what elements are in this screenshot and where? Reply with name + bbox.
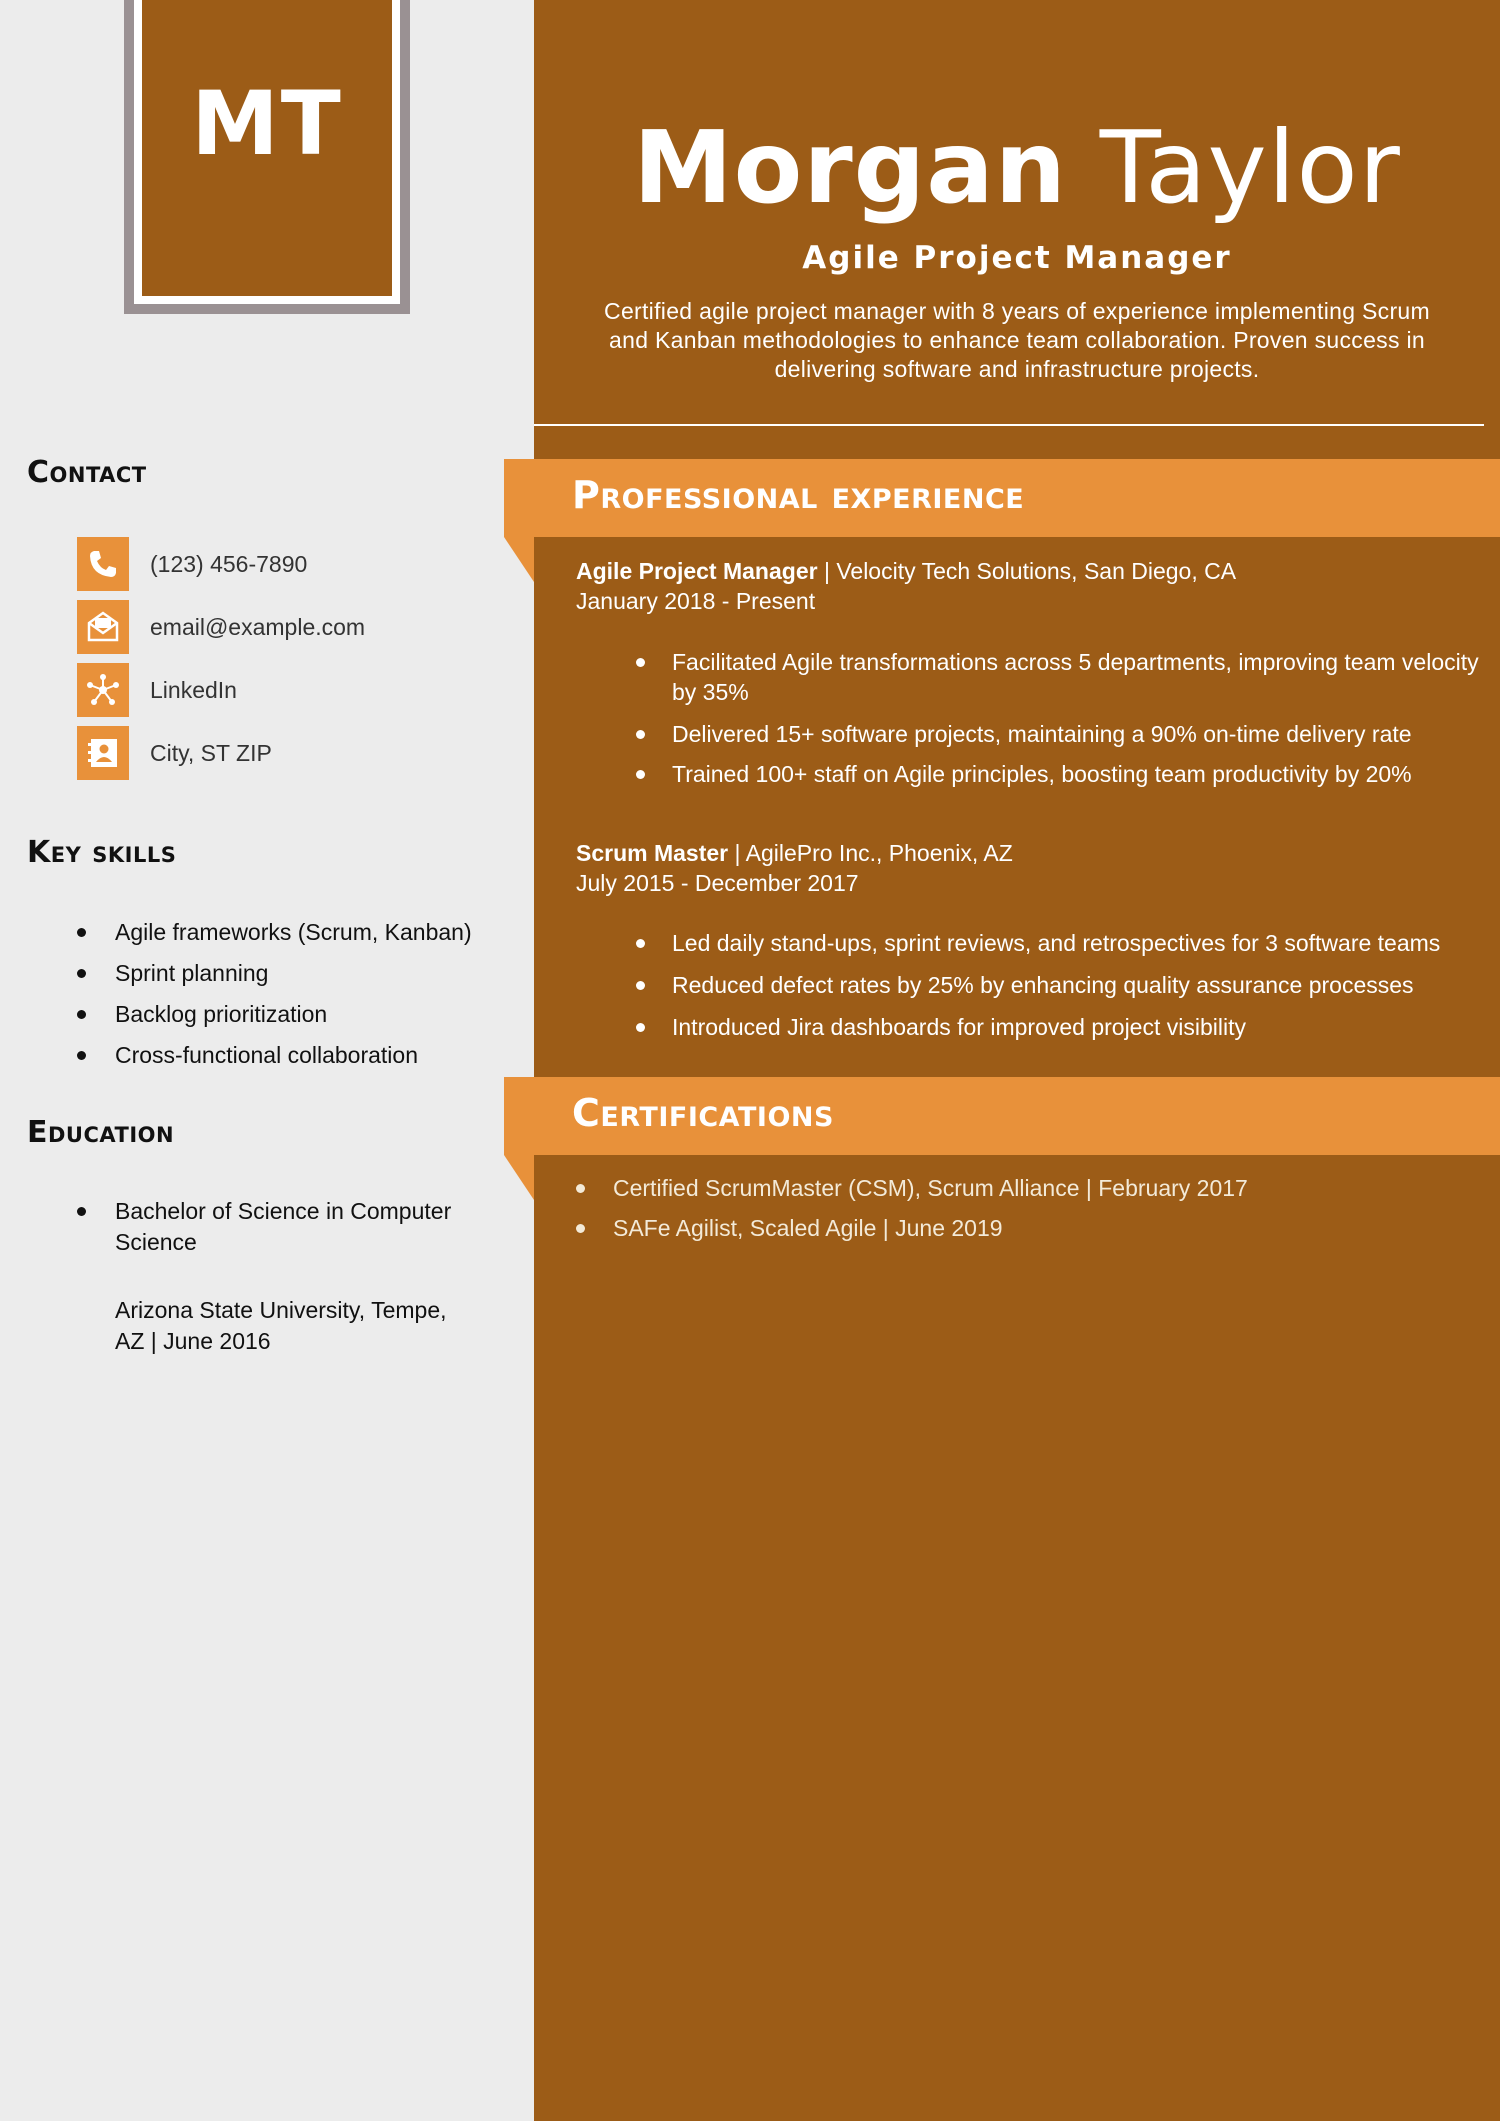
skill-item: Cross-functional collaboration <box>0 1040 472 1071</box>
monogram-frame <box>124 0 410 314</box>
contact-phone <box>77 537 307 591</box>
job-dates: July 2015 - December 2017 <box>576 870 859 896</box>
certifications-list <box>0 1168 1500 1248</box>
job-entry <box>576 838 1476 898</box>
contact-email <box>77 600 365 654</box>
first-name: Morgan <box>633 109 1067 226</box>
education-school: Arizona State University, Tempe, AZ | June 2016 <box>115 1297 447 1354</box>
job-role: Scrum Master <box>576 840 729 866</box>
education-degree: Bachelor of Science in Computer Science <box>0 1196 480 1258</box>
banner-fold <box>504 537 534 582</box>
job-title: Agile Project Manager <box>802 240 1232 276</box>
experience-heading: Professional experience <box>572 473 1025 517</box>
job-header <box>576 838 1476 868</box>
monogram-initials: MT <box>191 71 343 175</box>
job-bullet: Reduced defect rates by 25% by enhancing quality assurance processes <box>0 970 1500 1000</box>
job-header <box>576 556 1476 586</box>
monogram-box <box>142 0 392 296</box>
job-bullets <box>0 928 1500 1042</box>
email-icon <box>77 600 129 654</box>
certification-item: Certified ScrumMaster (CSM), Scrum Alliance | February 2017 <box>0 1168 1500 1208</box>
certifications-banner <box>504 1077 1500 1155</box>
job-bullet: Led daily stand-ups, sprint reviews, and retrospectives for 3 software teams <box>0 928 1500 958</box>
certification-item: SAFe Agilist, Scaled Agile | June 2019 <box>0 1208 1500 1248</box>
job-company: | Velocity Tech Solutions, San Diego, CA <box>817 558 1237 584</box>
job-bullet: Facilitated Agile transformations across 5 departments, improving team velocity by 35% <box>0 647 1500 707</box>
job-bullet: Delivered 15+ software projects, maintaining a 90% on-time delivery rate <box>0 719 1500 749</box>
contact-heading: Contact <box>27 455 147 490</box>
job-dates: January 2018 - Present <box>576 588 816 614</box>
address-text: City, ST ZIP <box>150 739 272 766</box>
phone-icon <box>77 537 129 591</box>
skill-item: Sprint planning <box>0 958 472 989</box>
certifications-heading: Certifications <box>572 1091 834 1135</box>
job-bullet: Introduced Jira dashboards for improved project visibility <box>0 1012 1500 1042</box>
skill-item: Agile frameworks (Scrum, Kanban) <box>0 917 472 948</box>
linkedin-text: LinkedIn <box>150 676 237 703</box>
experience-banner <box>504 459 1500 537</box>
job-bullets <box>0 647 1500 789</box>
job-bullet: Trained 100+ staff on Agile principles, boosting team productivity by 20% <box>0 759 1500 789</box>
job-role: Agile Project Manager <box>576 558 818 584</box>
phone-text: (123) 456-7890 <box>150 550 308 577</box>
header-divider <box>534 424 1484 426</box>
summary: Certified agile project manager with 8 years of experience implementing Scrum and Kanban methodologies to enhance team collaboration. Proven success in delivering software and infrastructure projects. <box>604 298 1430 382</box>
job-entry <box>576 556 1476 616</box>
job-company: | AgilePro Inc., Phoenix, AZ <box>728 840 1013 866</box>
education-heading: Education <box>27 1115 175 1150</box>
full-name <box>534 108 1500 228</box>
skill-item: Backlog prioritization <box>0 999 472 1030</box>
last-name: Taylor <box>1099 109 1401 226</box>
email-text: email@example.com <box>150 613 366 640</box>
skills-heading: Key skills <box>27 835 177 870</box>
